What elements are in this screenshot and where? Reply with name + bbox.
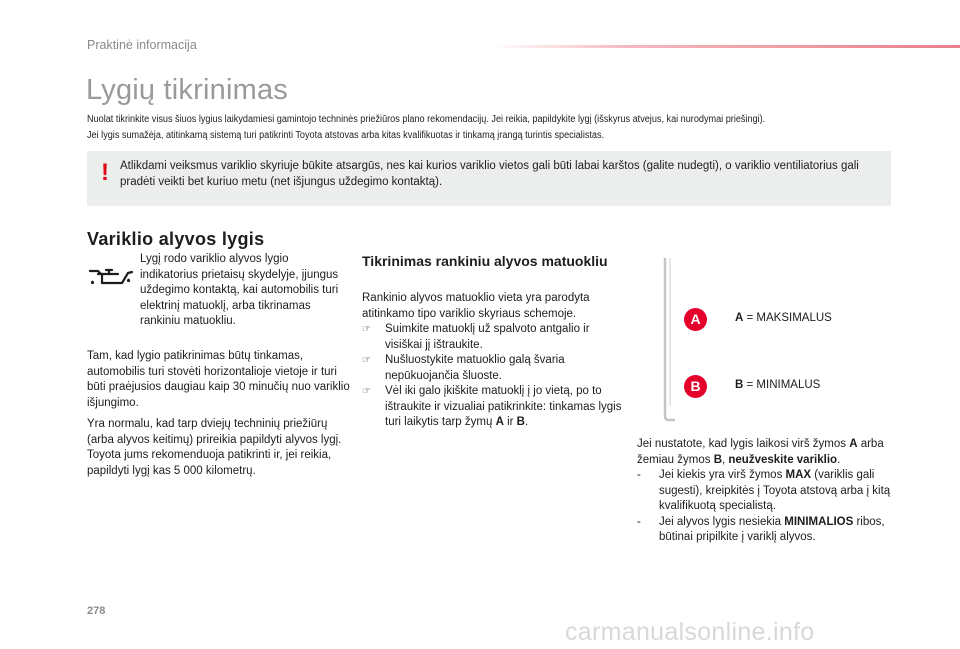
note-2-pre: Jei alyvos lygis nesiekia xyxy=(659,515,785,528)
mark-b-letter: B xyxy=(735,379,744,391)
step-text: Suimkite matuoklį už spalvoto antgalio ir visiškai jį ištraukite. xyxy=(385,323,590,351)
list-item xyxy=(362,384,622,431)
warning-text: Atlikdami veiksmus variklio skyriuje būkite atsargūs, nes kai kurios variklio vietos gali būti labai karštos (galite nudegti), o variklio ventiliatorius gali pradėti veikti bet kuriuo metu (net išjungus uždegimo kontaktą). xyxy=(120,160,859,188)
step-end: . xyxy=(524,416,529,428)
list-item xyxy=(637,515,897,546)
pointer-bullet-icon: ☞ xyxy=(362,355,371,366)
header-rule xyxy=(490,45,960,48)
level-notes-list xyxy=(637,468,897,546)
mark-a-label xyxy=(735,312,832,324)
notes-end: . xyxy=(837,453,841,466)
notes-text-1: Jei nustatote, kad lygis laikosi virš žymos xyxy=(637,438,850,450)
manual-check-steps xyxy=(362,322,622,431)
pointer-bullet-icon: ☞ xyxy=(362,386,371,397)
note-2-post: ribos, būtinai pripilkite į variklį alyvos. xyxy=(659,515,885,543)
note-2-bold: MINIMALIOS xyxy=(784,515,854,528)
step-mark-b: B xyxy=(516,416,525,428)
dipstick-illustration xyxy=(661,256,678,422)
list-item xyxy=(637,468,897,515)
warning-box xyxy=(87,151,891,206)
recommendation-paragraph: Yra normalu, kad tarp dviejų techninių priežiūrų (arba alyvos keitimų) prireikia papildyti alyvos lygį. Toyota jums rekomenduoja patikrinti ir, jei reikia, papildyti lygį kas 5 000 kilometrų. xyxy=(87,418,342,477)
watermark: carmanualsonline.info xyxy=(565,618,815,646)
page-number: 278 xyxy=(87,605,106,617)
step-mid: ir xyxy=(503,416,517,428)
mark-b-label xyxy=(735,379,820,391)
page-title: Lygių tikrinimas xyxy=(86,74,288,106)
note-1-pre: Jei kiekis yra virš žymos xyxy=(659,469,786,481)
gauge-description: Lygį rodo variklio alyvos lygio indikatorius prietaisų skydelyje, įjungus uždegimo kontaktą, kai automobilis turi elektrinį matuoklį, arba tikrinamas rankiniu matuokliu. xyxy=(140,253,339,327)
conditions-paragraph: Tam, kad lygio patikrinimas būtų tinkamas, automobilis turi stovėti horizontalioje vietoje ir turi būti praėjusios daugiau kaip 30 minučių nuo variklio išjungimo. xyxy=(87,350,350,409)
dipstick-mark-a: A xyxy=(684,308,707,331)
notes-text-3: , xyxy=(722,453,729,466)
note-1-bold: MAX xyxy=(785,469,812,481)
note-1-post: (variklis gali sugesti), kreipkitės į Toyota atstovą arba į kitą kvalifikuotą specialistą. xyxy=(659,469,891,512)
oil-can-icon xyxy=(88,262,134,290)
level-notes-intro xyxy=(637,437,897,468)
dash-bullet: - xyxy=(637,515,641,528)
mark-b-meaning: = MINIMALUS xyxy=(743,379,821,391)
manual-check-intro: Rankinio alyvos matuoklio vieta yra parodyta atitinkamo tipo variklio skyriaus schemoje. xyxy=(362,292,590,320)
dash-bullet: - xyxy=(637,469,641,481)
notes-mark-a: A xyxy=(849,438,858,450)
section-header: Praktinė informacija xyxy=(87,38,197,52)
intro-text xyxy=(87,112,839,144)
step-text: Nušluostykite matuoklio galą švaria nepūkuojančia šluoste. xyxy=(385,354,565,382)
list-item xyxy=(362,353,622,384)
engine-oil-heading: Variklio alyvos lygis xyxy=(87,229,265,249)
notes-warning: neužveskite variklio xyxy=(728,453,838,466)
pointer-bullet-icon: ☞ xyxy=(362,324,371,335)
list-item xyxy=(362,322,622,353)
step-mark-a: A xyxy=(495,416,504,428)
notes-mark-b: B xyxy=(713,453,722,466)
dipstick-mark-b: B xyxy=(684,375,707,398)
manual-check-heading: Tikrinimas rankiniu alyvos matuokliu xyxy=(362,253,608,269)
step-text: Vėl iki galo įkiškite matuoklį į jo vietą, po to ištraukite ir vizualiai patikrinkite: tinkamas lygis turi laikytis tarp žymų xyxy=(385,385,622,428)
intro-line-2: Jei lygis sumažėja, atitinkamą sistemą turi patikrinti Toyota atstovas arba kitas kvalifikuotas ir tinkamą įrangą turintis specialistas. xyxy=(87,130,605,141)
warning-icon: ! xyxy=(101,159,109,186)
mark-a-meaning: = MAKSIMALUS xyxy=(743,312,832,324)
notes-text-2: arba žemiau žymos xyxy=(637,438,884,466)
intro-line-1: Nuolat tikrinkite visus šiuos lygius laikydamiesi gamintojo techninės priežiūros plano rekomendacijų. Jei reikia, papildykite lygį (išskyrus atvejus, kai nurodymai priešingi). xyxy=(87,114,766,125)
mark-a-letter: A xyxy=(735,312,744,324)
